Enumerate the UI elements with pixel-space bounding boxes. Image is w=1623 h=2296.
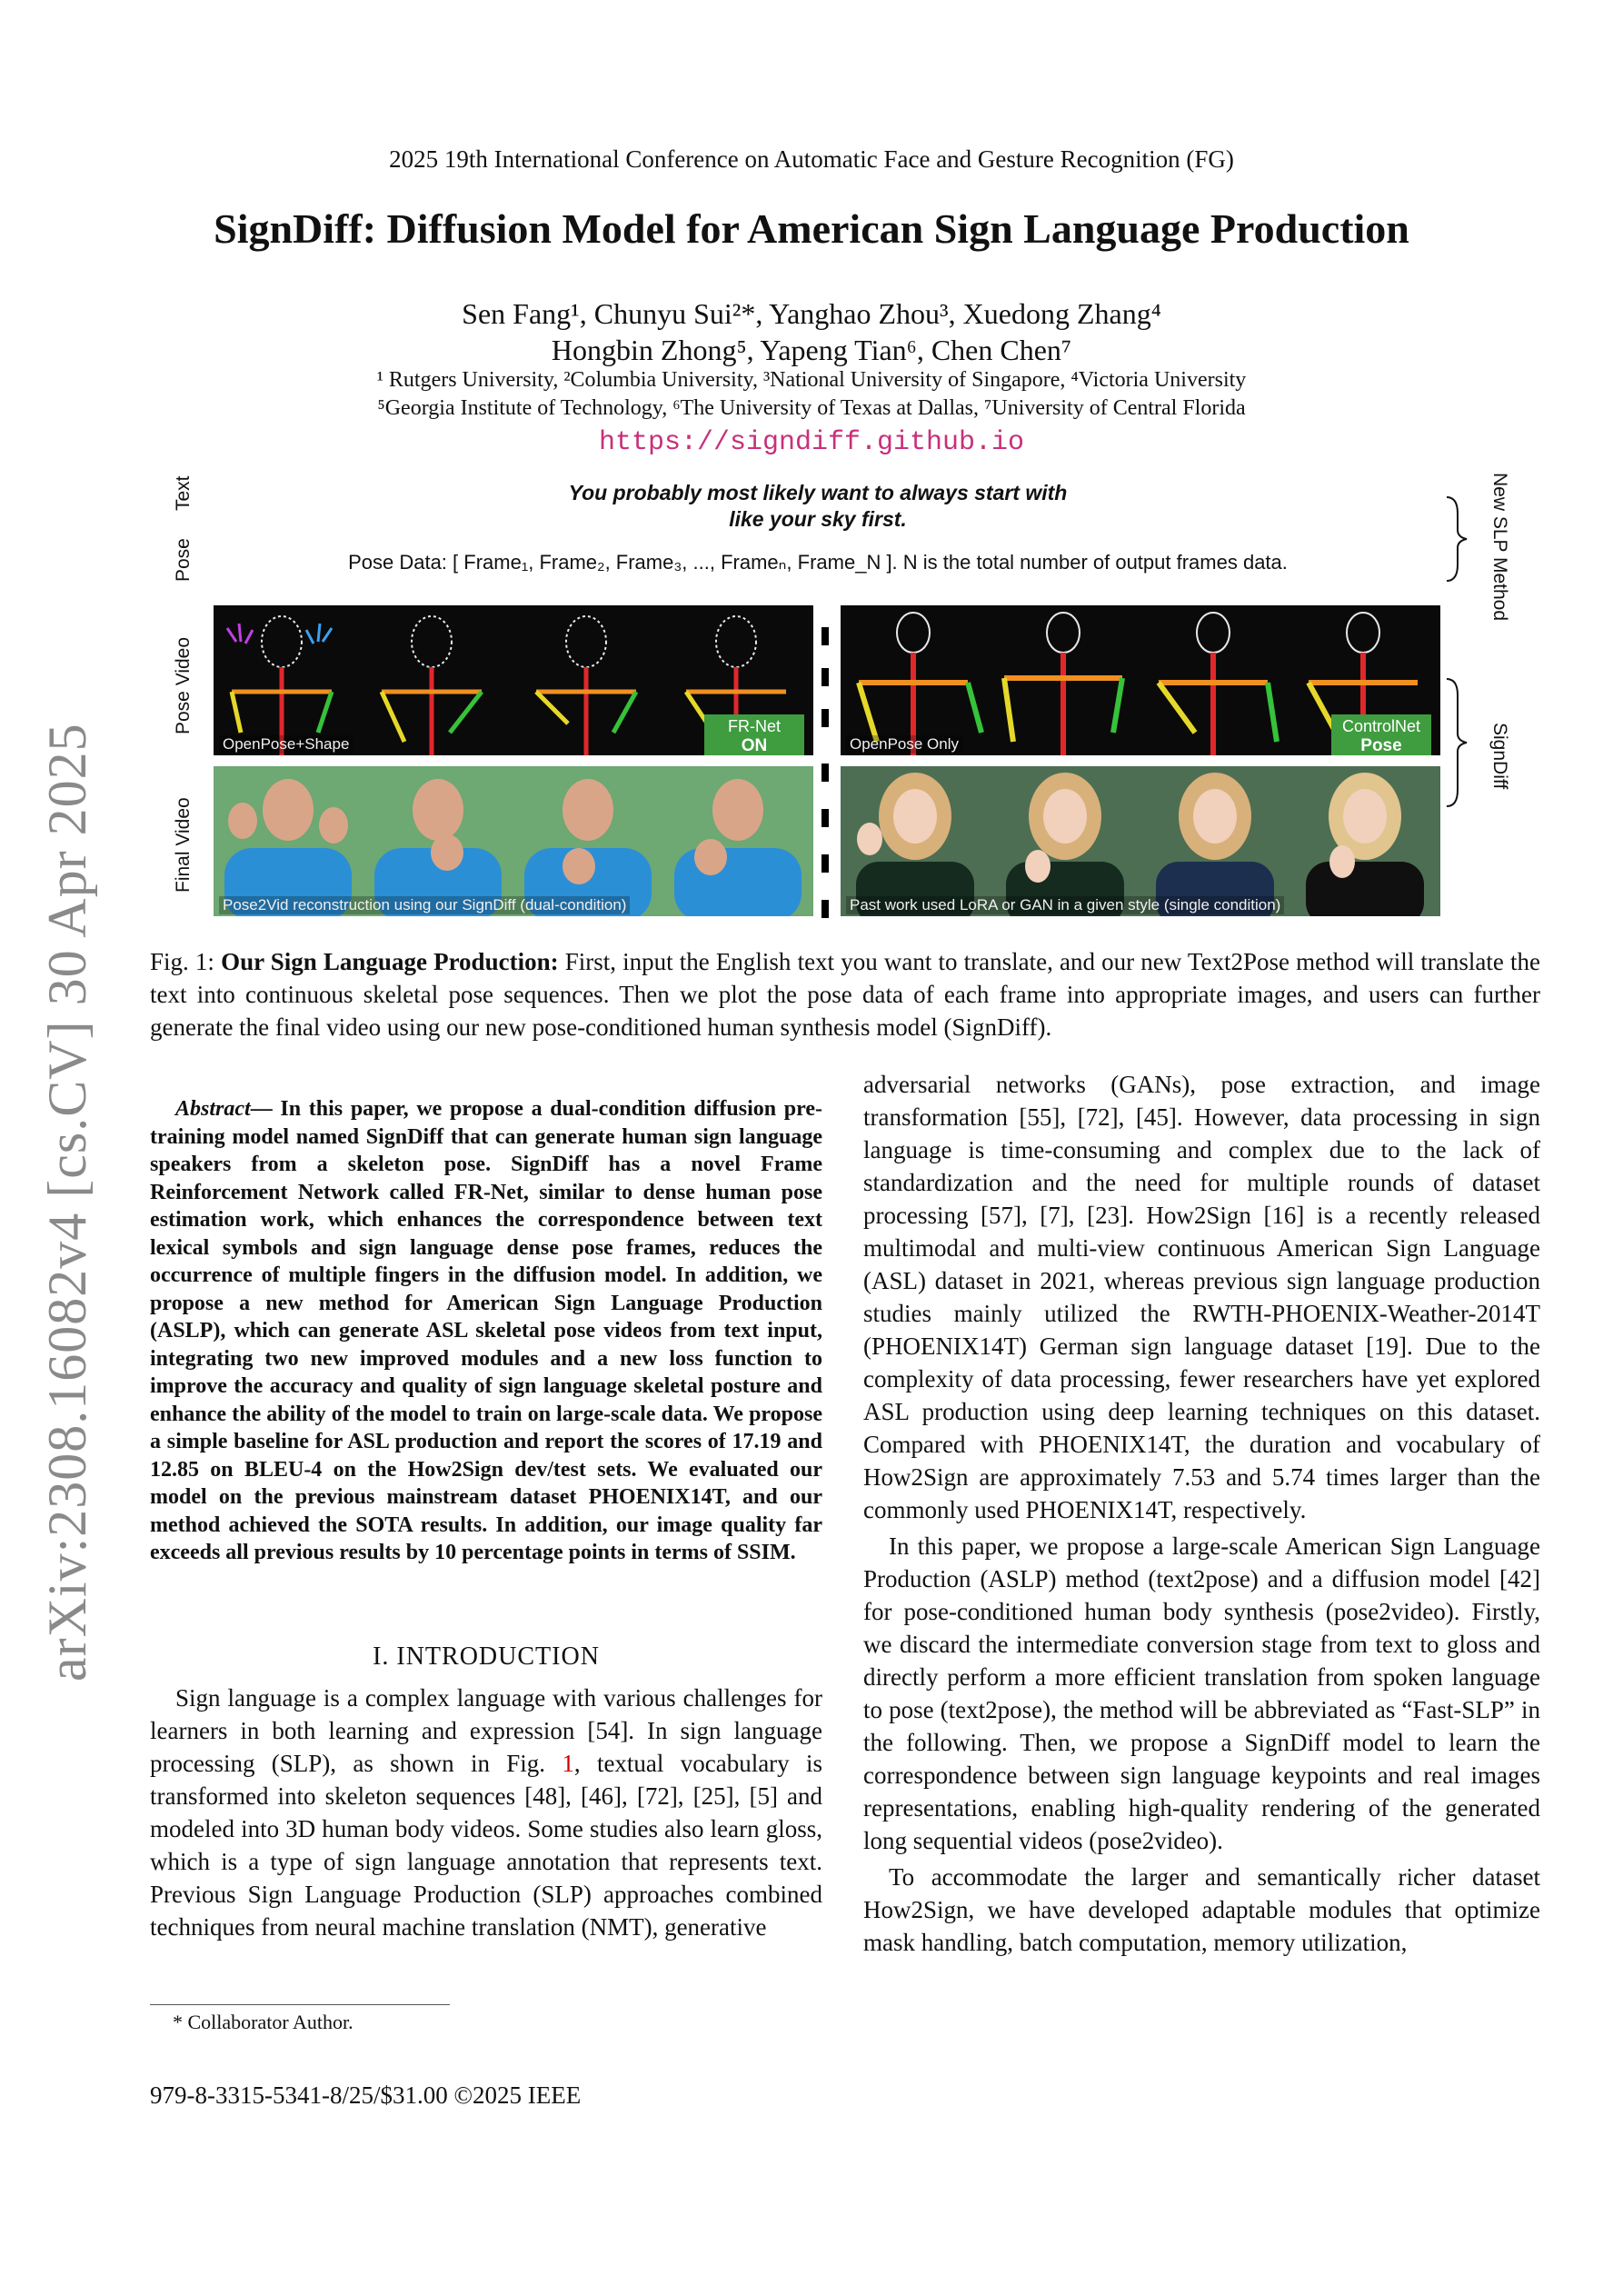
right-label-new-slp: New SLP Method	[1489, 473, 1510, 622]
tag-openpose-only: OpenPose Only	[846, 735, 962, 754]
figure-ref-link[interactable]: 1	[562, 1750, 574, 1777]
final-video-signer-panel	[214, 766, 813, 916]
section-heading: I. INTRODUCTION	[373, 1642, 600, 1671]
figure-caption	[150, 945, 1540, 1043]
footnote-rule	[150, 2004, 450, 2005]
right-paragraph-1: adversarial networks (GANs), pose extraction, and image transformation [55], [72], [45]. However, data processing in sign language is time-consuming and complex due to the lack of standardization and the need for multiple rounds of dataset processing [57], [7], [23]. How2Sign [16] is a recently released multimodal and multi-view continuous American Sign Language (ASL) dataset in 2021, whereas previous sign language production studies mainly utilized the RWTH-PHOENIX-Weather-2014T (PHOENIX14T) German sign language dataset [19]. Due to the complexity of data processing, fewer researchers have yet explored ASL production using deep learning techniques on this dataset. Compared with PHOENIX14T, the duration and vocabulary of How2Sign are approximately 7.53 and 5.74 times larger than the commonly used PHOENIX14T, respectively.	[863, 1071, 1540, 1523]
intro-p1-text: Sign language is a complex language with various challenges for learners in both learning and expression [54]. In sign language processing (SLP), as shown in Fig.	[150, 1684, 822, 1777]
badge-controlnet	[1331, 714, 1431, 755]
badge-frnet-label: FR-Net	[728, 717, 781, 735]
right-label-signdiff: SignDiff	[1489, 723, 1510, 790]
person-figure-icon	[841, 766, 1440, 916]
project-url-link[interactable]: https://signdiff.github.io	[598, 427, 1025, 458]
input-sentence-line-2: like your sky first.	[729, 507, 907, 531]
badge-controlnet-label: ControlNet	[1341, 717, 1421, 735]
intro-right-column	[863, 1068, 1540, 1959]
tag-openpose-shape: OpenPose+Shape	[219, 735, 353, 754]
affiliations	[0, 366, 1623, 423]
authors-line-1: Sen Fang¹, Chunyu Sui²*, Yanghao Zhou³, Xuedong Zhang⁴	[462, 297, 1161, 330]
abstract-label: Abstract	[175, 1097, 251, 1121]
affiliations-line-1: ¹ Rutgers University, ²Columbia University, ³National University of Singapore, ⁴Victoria University	[376, 368, 1247, 392]
row-label-pose: Pose	[173, 538, 194, 582]
conference-header: 2025 19th International Conference on Automatic Face and Gesture Recognition (FG)	[389, 145, 1234, 173]
pose-video-dense-panel	[214, 605, 813, 755]
caption-text: First, input the English text you want to translate, and our new Text2Pose method will translate the text into continuous skeletal pose sequences. Then we plot the pose data of each frame into appropriate images, and users can further generate the final video using our new pose-conditioned human synthesis model (SignDiff).	[150, 948, 1540, 1041]
figure-separator	[821, 627, 829, 918]
arxiv-stamp: arXiv:2308.16082v4 [cs.CV] 30 Apr 2025	[37, 723, 97, 1682]
input-sentence	[209, 480, 1427, 533]
badge-controlnet-state: Pose	[1360, 736, 1402, 755]
badge-frnet-state: ON	[741, 736, 768, 755]
abstract	[150, 1095, 822, 1567]
copyright: 979-8-3315-5341-8/25/$31.00 ©2025 IEEE	[150, 2081, 582, 2109]
row-label-pose-video: Pose Video	[173, 636, 194, 734]
pose-video-openpose-panel	[841, 605, 1440, 755]
badge-frnet	[704, 714, 804, 755]
caption-bold: Our Sign Language Production:	[221, 948, 559, 975]
caption-label: Fig. 1:	[150, 948, 222, 975]
authors-line-2: Hongbin Zhong⁵, Yapeng Tian⁶, Chen Chen⁷	[551, 334, 1072, 366]
tag-past-work: Past work used LoRA or GAN in a given style (single condition)	[846, 896, 1284, 914]
row-label-final-video: Final Video	[173, 797, 194, 893]
affiliations-line-2: ⁵Georgia Institute of Technology, ⁶The University of Texas at Dallas, ⁷University of Central Florida	[377, 396, 1246, 420]
abstract-text: — In this paper, we propose a dual-condition diffusion pre-training model named SignDiff that can generate human sign language speakers from a skeleton pose. SignDiff has a novel Frame Reinforcement Network called FR-Net, similar to dense human pose estimation work, which enhances the correspondence between text lexical symbols and sign language dense pose frames, reduces the occurrence of multiple fingers in the diffusion model. In addition, we propose a new method for American Sign Language Production (ASLP), which can generate ASL skeletal pose videos from text input, integrating two new improved modules and a new loss function to improve the accuracy and quality of sign language skeletal posture and enhance the ability of the model to train on large-scale data. We propose a simple baseline for ASL production and report the scores of 17.19 and 12.85 on BLEU-4 on the How2Sign dev/test sets. We evaluated our model on the previous mainstream dataset PHOENIX14T, and our method achieved the SOTA results. In addition, our image quality far exceeds all previous results by 10 percentage points in terms of SSIM.	[150, 1097, 822, 1564]
tag-pose2vid: Pose2Vid reconstruction using our SignDiff (dual-condition)	[219, 896, 630, 914]
input-sentence-line-1: You probably most likely want to always start with	[568, 481, 1068, 504]
author-list	[0, 295, 1623, 368]
row-label-text: Text	[173, 475, 194, 511]
intro-left-column	[150, 1682, 822, 1943]
footnote: * Collaborator Author.	[173, 2011, 353, 2033]
paper-title: SignDiff: Diffusion Model for American Sign Language Production	[214, 205, 1409, 252]
final-video-past-work-panel	[841, 766, 1440, 916]
pose-data-text: Pose Data: [ Frame₁, Frame₂, Frame₃, ..., Frameₙ, Frame_N ]. N is the total number of output frames data.	[348, 551, 1288, 574]
signer-figure-icon	[214, 766, 813, 916]
bracket-lines-icon	[1445, 495, 1472, 850]
right-paragraph-3: To accommodate the larger and semantically richer dataset How2Sign, we have developed adaptable modules that optimize mask handling, batch computation, memory utilization,	[863, 1863, 1540, 1956]
right-paragraph-2: In this paper, we propose a large-scale American Sign Language Production (ASLP) method (text2pose) and a diffusion model [42] for pose-conditioned human body synthesis (pose2video). Firstly, we discard the intermediate conversion stage from text to gloss and directly perform a more efficient translation from spoken language to pose (text2pose), the method will be abbreviated as “Fast-SLP” in the following. Then, we propose a SignDiff model to learn the correspondence between sign language keypoints and real images representations, enabling high-quality rendering of the generated long sequential videos (pose2video).	[863, 1532, 1540, 1854]
intro-p1-text-cont: , textual vocabulary is transformed into skeleton sequences [48], [46], [72], [25], [5] and modeled into 3D human body videos. Some studies also learn gloss, which is a type of sign language annotation that represents text. Previous Sign Language Production (SLP) approaches combined techniques from neural machine translation (NMT), generative	[150, 1750, 822, 1941]
